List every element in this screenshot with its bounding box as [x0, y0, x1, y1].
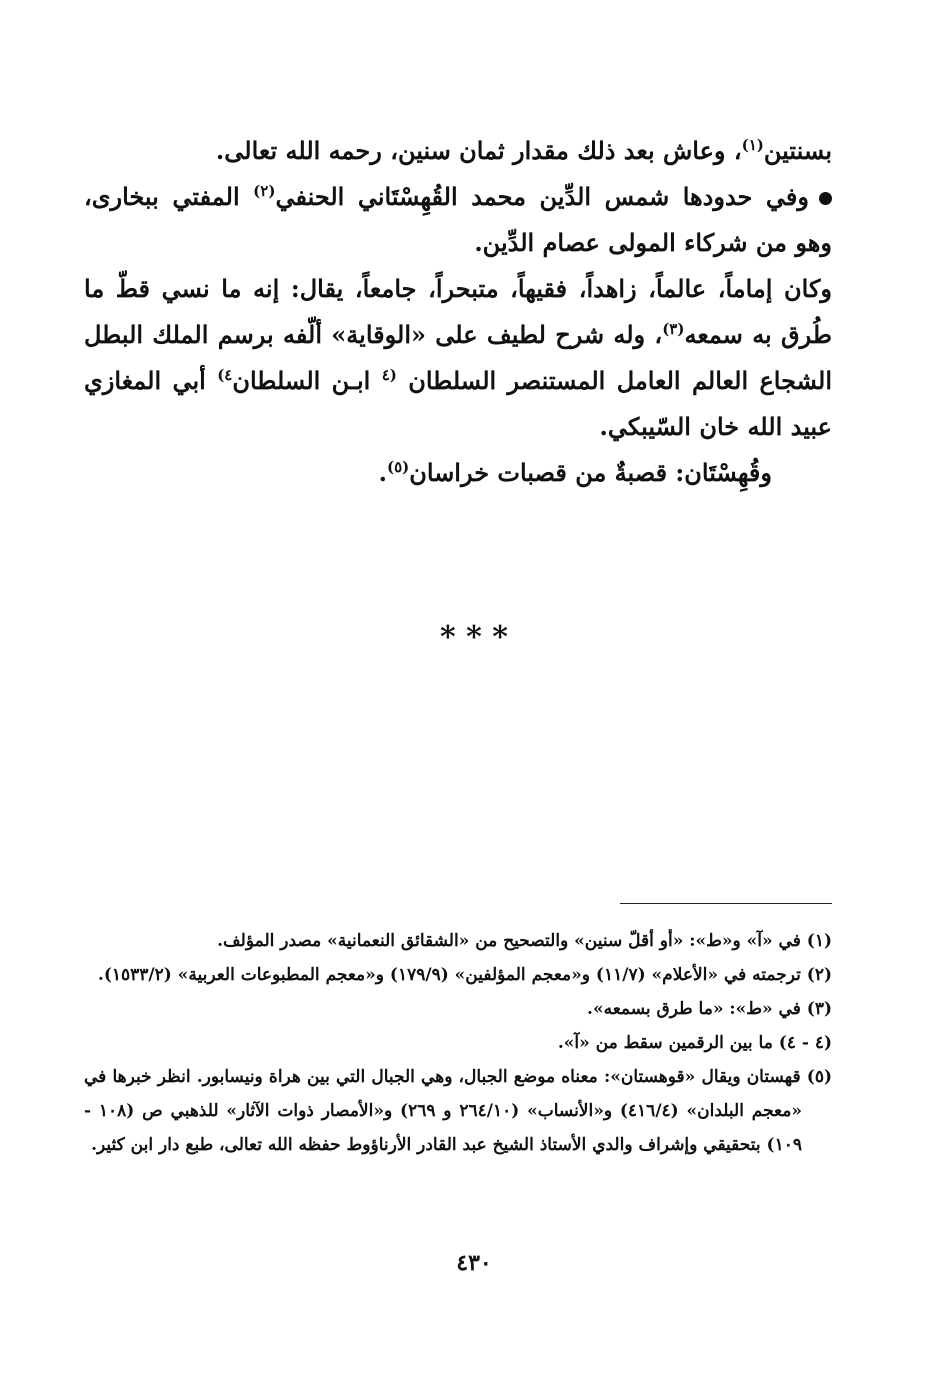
text-span: بسنتين	[763, 136, 832, 165]
text-span: المفتي ببخارى، وهو من شركاء المولى عصام الدِّين.	[84, 182, 832, 257]
footnote-1: (١) في «آ» و«ط»: «أو أقلّ سنين» والتصحيح من «الشقائق النعمانية» مصدر المؤلف.	[217, 931, 832, 951]
text-span: .	[378, 458, 387, 487]
paragraph-4	[84, 450, 832, 496]
text-span: وفي حدودها شمس الدِّين محمد القُهِسْتَاني الحنفي	[275, 182, 809, 211]
footnote-ref-5: (٥)	[386, 458, 410, 476]
section-separator: * * *	[440, 620, 508, 655]
page-number: ٤٣٠	[456, 1250, 492, 1276]
footnote-ref-3: (٣)	[662, 320, 685, 338]
footnote-rule	[620, 903, 832, 904]
paragraph-3	[84, 266, 832, 450]
text-span: أبي المغازي عبيد الله خان السّيبكي.	[84, 366, 832, 441]
footnote-ref-1: (١)	[741, 136, 764, 154]
bullet-icon	[819, 192, 832, 205]
footnotes	[84, 924, 832, 1162]
footnote-ref-2: (٢)	[253, 182, 276, 200]
footnote-4: (٤ - ٤) ما بين الرقمين سقط من «آ».	[557, 1033, 832, 1053]
main-text	[84, 128, 832, 496]
footnote-3: (٣) في «ط»: «ما طرق بسمعه».	[587, 999, 832, 1019]
footnote-2: (٢) ترجمته في «الأعلام» (١١/٧) و«معجم المؤلفين» (١٧٩/٩) و«معجم المطبوعات العربية» (١٥٣٣/٢).	[97, 965, 832, 985]
text-span: ابـن السلطان	[232, 366, 382, 395]
text-span: ، وله شرح لطيف على «الوقاية» ألّفه برسم الملك البطل الشجاع العالم العامل المستنصر السلطان	[84, 320, 832, 395]
text-span: وكان إماماً، عالماً، زاهداً، فقيهاً، متبحراً، جامعاً، يقال: إنه ما نسي قطّ ما طُرق به سمعه	[84, 274, 832, 349]
paragraph-1	[84, 128, 832, 174]
text-span: ، وعاش بعد ذلك مقدار ثمان سنين، رحمه الله تعالى.	[215, 136, 742, 165]
paragraph-2	[84, 174, 832, 266]
footnote-ref-4-start: (٤	[381, 366, 397, 384]
footnote-ref-4-end: ٤)	[217, 366, 233, 384]
text-span: وقُهِسْتَان: قصبةٌ من قصبات خراسان	[409, 458, 772, 487]
footnote-5: (٥) قهستان ويقال «قوهستان»: معناه موضع الجبال، وهي الجبال التي بين هراة ونيسابور. انظر خبرها في «معجم البلدان» (٤١٦/٤) و«الأنساب» (٢٦٤/١٠ و ٢٦٩) و«الأمصار ذوات الآثار» للذهبي ص (١٠٨ - ١٠٩) بتحقيقي وإشراف والدي الأستاذ الشيخ عبد القادر الأرناؤوط حفظه الله تعالى، طبع دار ابن كثير.	[84, 1067, 832, 1155]
